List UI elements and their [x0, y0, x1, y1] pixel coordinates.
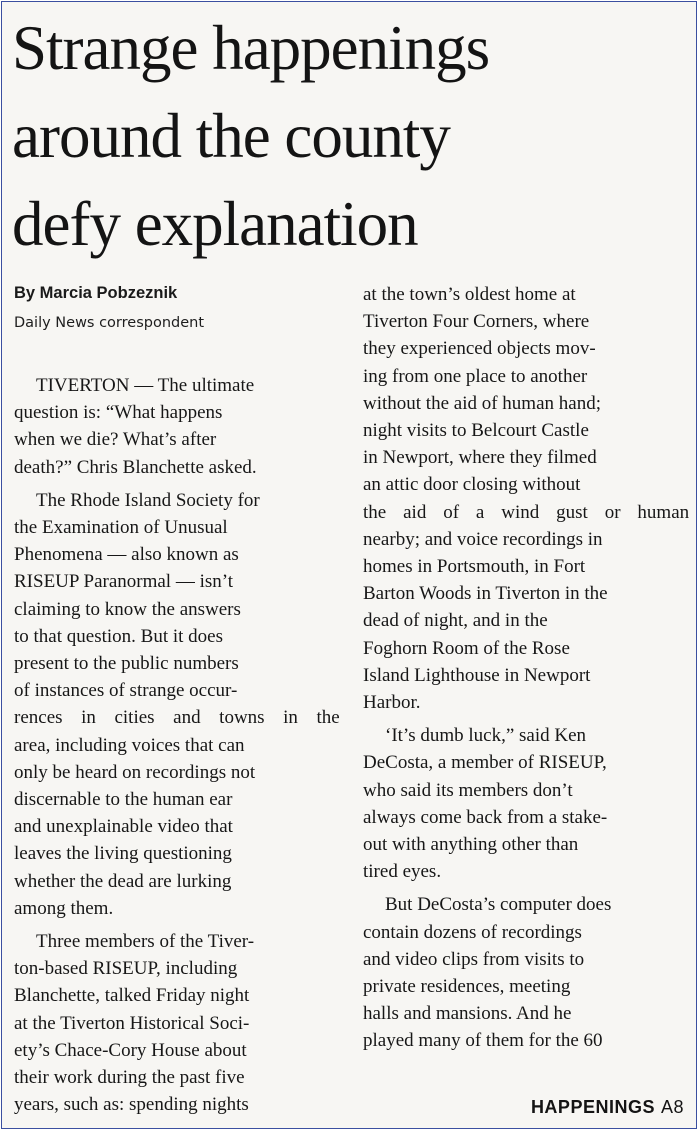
text-line: Blanchette, talked Friday night [14, 985, 250, 1007]
text-line: Foghorn Room of the Rose [363, 637, 570, 659]
text-line: leaves the living questioning [14, 843, 232, 865]
text-line: question is: “What happens [14, 402, 223, 424]
text-line: ton-based RISEUP, including [14, 958, 238, 980]
paragraph [14, 487, 340, 922]
text-line: always come back from a stake- [363, 806, 608, 828]
text-line: Barton Woods in Tiverton in the [363, 583, 608, 605]
headline-line-3: defy explanation [12, 189, 418, 259]
text-line: claiming to know the answers [14, 598, 241, 620]
jump-page: A8 [660, 1097, 684, 1117]
headline [12, 4, 692, 268]
text-line: ‘It’s dumb luck,” said Ken [385, 725, 587, 747]
continued-jump [531, 1097, 684, 1118]
text-line: But DeCosta’s computer does [385, 894, 612, 916]
text-line: of instances of strange occur- [14, 680, 238, 702]
headline-line-2: around the county [12, 101, 450, 171]
headline-line-1: Strange happenings [12, 13, 490, 83]
text-line: Harbor. [363, 692, 421, 714]
paragraph [14, 372, 340, 481]
text-line: The Rhode Island Society for [36, 489, 260, 511]
text-line: to that question. But it does [14, 625, 223, 647]
text-line: an attic door closing without [363, 474, 581, 496]
text-line: out with anything other than [363, 834, 579, 856]
text-line: when we die? What’s after [14, 429, 217, 451]
text-line: tired eyes. [363, 861, 442, 883]
text-line: area, including voices that can [14, 734, 245, 756]
text-line: who said its members don’t [363, 779, 573, 801]
article-column-left [14, 372, 340, 1118]
text-line: among them. [14, 897, 114, 919]
text-line: Island Lighthouse in Newport [363, 664, 591, 686]
text-line: the aid of a wind gust or human [363, 501, 689, 523]
text-line: TIVERTON — The ultimate [36, 375, 255, 396]
text-line: and unexplainable video that [14, 816, 233, 838]
text-line: Tiverton Four Corners, where [363, 311, 590, 333]
text-line: present to the public numbers [14, 653, 239, 675]
paragraph [363, 722, 689, 885]
text-line: the Examination of Unusual [14, 517, 228, 539]
text-line: DeCosta, a member of RISEUP, [363, 752, 607, 774]
text-line: ety’s Chace-Cory House about [14, 1039, 247, 1061]
text-line: RISEUP Paranormal — isn’t [14, 571, 234, 593]
text-line: rences in cities and towns in the [14, 707, 340, 729]
news-clipping [1, 1, 697, 1129]
text-line: death?” Chris Blanchette asked. [14, 456, 257, 478]
text-line: discernable to the human ear [14, 789, 233, 811]
text-line: Three members of the Tiver- [36, 931, 255, 953]
text-line: and video clips from visits to [363, 948, 585, 970]
paragraph [14, 928, 340, 1118]
text-line: contain dozens of recordings [363, 921, 582, 943]
text-line: they experienced objects mov- [363, 338, 596, 360]
text-line: at the Tiverton Historical Soci- [14, 1012, 250, 1034]
text-line: whether the dead are lurking [14, 870, 232, 892]
text-line: played many of them for the 60 [363, 1030, 603, 1052]
jump-label: HAPPENINGS [530, 1097, 655, 1117]
text-line: night visits to Belcourt Castle [363, 420, 589, 442]
text-line: their work during the past five [14, 1067, 245, 1089]
text-line: without the aid of human hand; [363, 392, 601, 414]
text-line: homes in Portsmouth, in Fort [363, 556, 586, 578]
byline: By Marcia Pobzeznik [14, 284, 178, 302]
author-credit: Daily News correspondent [14, 315, 205, 331]
text-line: dead of night, and in the [363, 610, 548, 632]
paragraph [363, 281, 689, 716]
text-line: in Newport, where they filmed [363, 447, 597, 469]
paragraph [363, 891, 689, 1054]
text-line: private residences, meeting [363, 976, 571, 998]
article-column-right [363, 281, 689, 1055]
text-line: only be heard on recordings not [14, 761, 256, 783]
text-line: years, such as: spending nights [14, 1094, 249, 1116]
text-line: nearby; and voice recordings in [363, 528, 603, 550]
text-line: halls and mansions. And he [363, 1003, 572, 1025]
text-line: at the town’s oldest home at [363, 284, 576, 305]
text-line: Phenomena — also known as [14, 544, 239, 566]
text-line: ing from one place to another [363, 365, 588, 387]
